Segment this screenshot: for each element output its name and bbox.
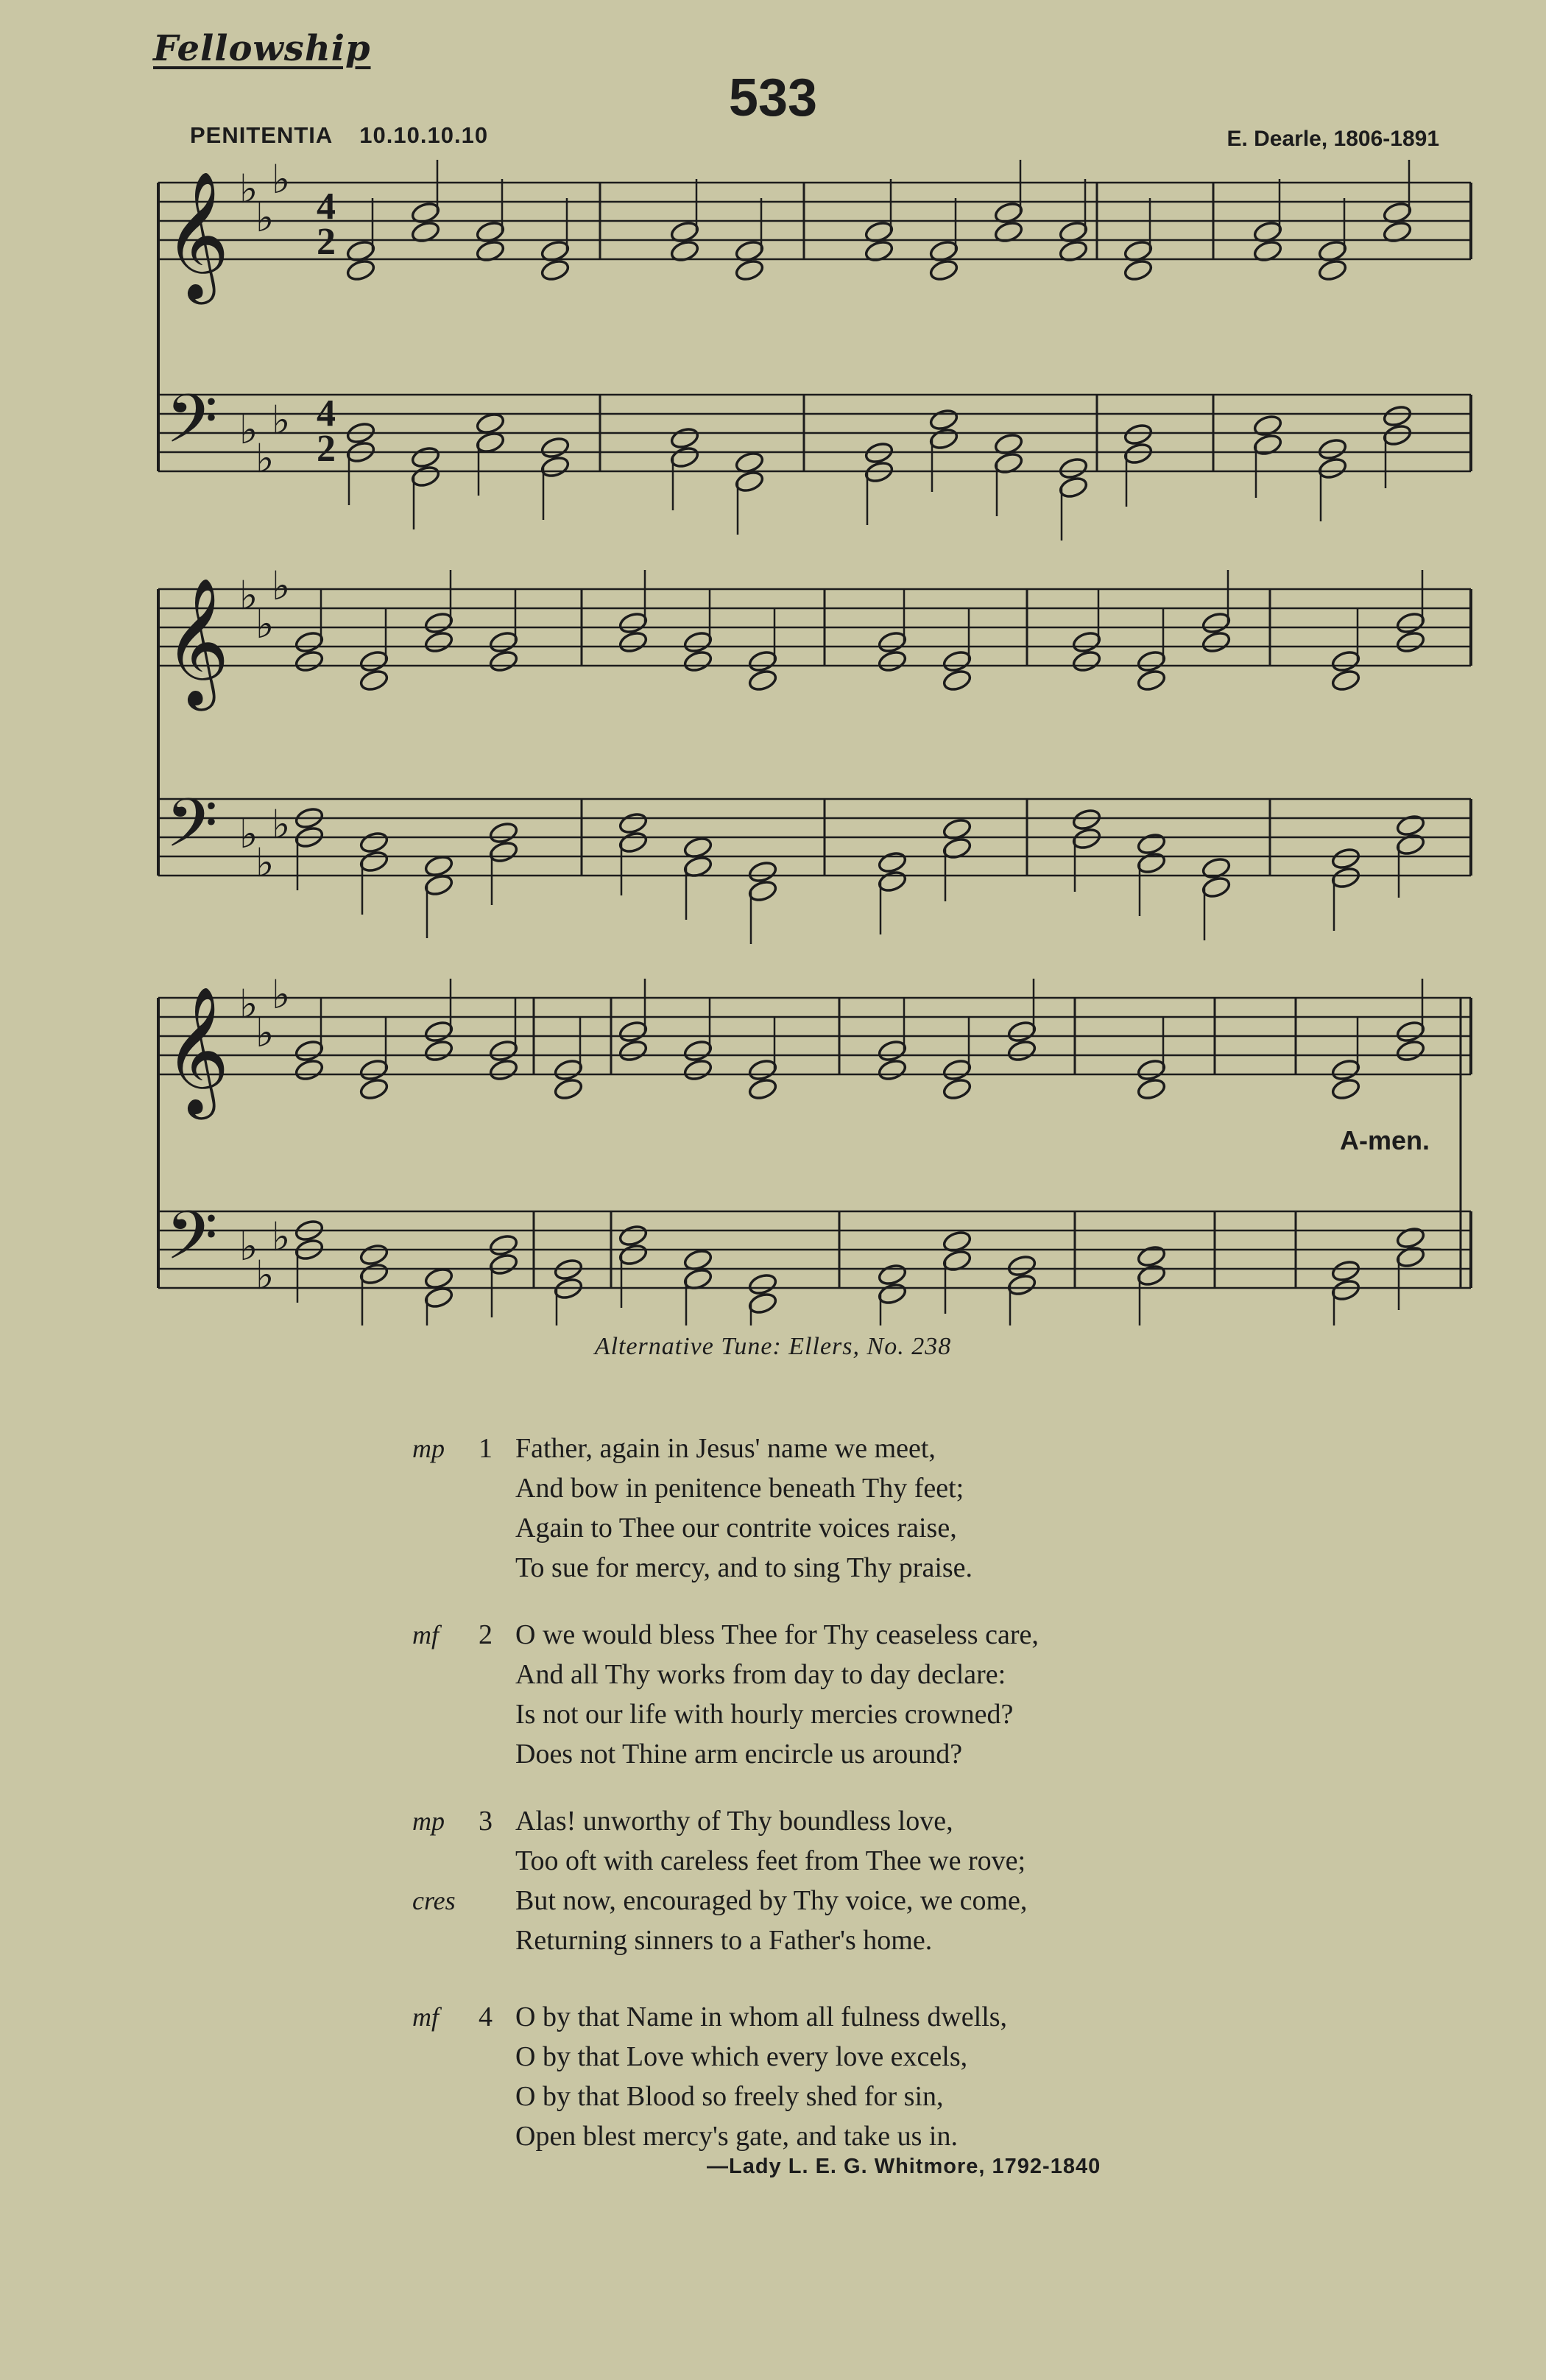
note-head xyxy=(1136,1058,1166,1082)
verse-line xyxy=(412,1801,1443,1841)
flat-icon: ♭ xyxy=(255,194,275,241)
note-head xyxy=(423,873,453,898)
note-head xyxy=(540,455,570,479)
note-head xyxy=(1071,630,1101,655)
note-head xyxy=(1123,423,1153,447)
note-head xyxy=(1123,442,1153,466)
note-head xyxy=(553,1058,583,1082)
verse-3 xyxy=(412,1801,1443,1960)
flat-icon: ♭ xyxy=(255,601,275,647)
verse-text: O by that Blood so freely shed for sin, xyxy=(515,2081,944,2112)
note-head xyxy=(359,1077,389,1102)
note-head xyxy=(1058,476,1088,500)
verse-text: O we would bless Thee for Thy ceaseless care, xyxy=(515,1619,1039,1650)
time-signature-bottom-bass: 2 xyxy=(317,428,336,470)
note-head xyxy=(423,611,453,636)
note-head xyxy=(1330,866,1360,890)
note-head xyxy=(682,1039,713,1063)
treble-clef-icon: 𝄞 xyxy=(164,171,230,299)
note-head xyxy=(488,1253,518,1277)
note-head xyxy=(1071,827,1101,851)
note-head xyxy=(1330,847,1360,871)
note-head xyxy=(877,649,907,674)
treble-clef-icon: 𝄞 xyxy=(164,986,230,1114)
time-signature-top-bass: 4 xyxy=(317,392,336,434)
hymn-number: 533 xyxy=(728,68,818,127)
note-head xyxy=(747,649,777,674)
note-head xyxy=(410,465,440,489)
dynamic-marking: mf xyxy=(412,1620,439,1650)
note-head xyxy=(1201,630,1231,655)
note-head xyxy=(669,426,699,451)
note-head xyxy=(682,649,713,674)
dynamic-marking: mp xyxy=(412,1434,445,1463)
note-head xyxy=(669,446,699,470)
note-head xyxy=(618,1224,648,1248)
note-head xyxy=(488,840,518,865)
note-head xyxy=(1006,1020,1037,1044)
amen-text: A-men. xyxy=(1340,1125,1430,1155)
hymn-author: —Lady L. E. G. Whitmore, 1792-1840 xyxy=(707,2155,1101,2178)
verse-text: Father, again in Jesus' name we meet, xyxy=(515,1433,936,1464)
flat-icon: ♭ xyxy=(239,166,258,212)
note-head xyxy=(1058,457,1088,481)
note-head xyxy=(475,412,505,436)
section-title: Fellowship xyxy=(153,28,371,69)
note-head xyxy=(682,630,713,655)
verse-number: 1 xyxy=(479,1433,493,1464)
verse-text: Returning sinners to a Father's home. xyxy=(515,1925,933,1956)
bass-clef-icon: 𝄢 xyxy=(166,784,218,879)
verse-number: 4 xyxy=(479,2001,493,2032)
note-head xyxy=(618,611,648,636)
note-head xyxy=(294,630,324,655)
verse-text: Alas! unworthy of Thy boundless love, xyxy=(515,1806,953,1837)
note-head xyxy=(1136,832,1166,856)
note-head xyxy=(1006,1273,1037,1298)
note-head xyxy=(747,669,777,693)
verse-line xyxy=(412,1734,1443,1774)
verse-line xyxy=(412,1920,1443,1960)
note-head xyxy=(747,1292,777,1316)
note-head xyxy=(618,831,648,855)
note-head xyxy=(928,408,959,432)
note-head xyxy=(1382,404,1412,429)
note-head xyxy=(359,831,389,855)
note-head xyxy=(747,860,777,884)
dynamic-marking: mp xyxy=(412,1806,445,1836)
note-head xyxy=(488,821,518,845)
verse-text: Open blest mercy's gate, and take us in. xyxy=(515,2121,958,2152)
verse-line xyxy=(412,2116,1443,2156)
verse-line xyxy=(412,2037,1443,2077)
note-head xyxy=(1136,851,1166,876)
note-head xyxy=(1330,1278,1360,1303)
bass-clef-icon: 𝄢 xyxy=(166,1197,218,1291)
note-head xyxy=(1395,630,1425,655)
note-head xyxy=(359,649,389,674)
note-head xyxy=(618,1243,648,1267)
note-head xyxy=(747,1058,777,1082)
verse-text: O by that Name in whom all fulness dwells, xyxy=(515,2001,1008,2032)
note-head xyxy=(1071,808,1101,832)
note-head xyxy=(1136,1264,1166,1288)
note-head xyxy=(1330,1077,1360,1102)
note-head xyxy=(1382,423,1412,448)
flat-icon: ♭ xyxy=(255,1010,275,1056)
note-head xyxy=(359,1058,389,1082)
note-head xyxy=(423,854,453,879)
verse-number: 2 xyxy=(479,1619,493,1650)
note-head xyxy=(618,811,648,836)
note-head xyxy=(1252,414,1282,438)
note-head xyxy=(1123,258,1153,283)
note-head xyxy=(1395,1226,1425,1250)
flat-icon: ♭ xyxy=(272,1214,291,1260)
note-head xyxy=(423,1020,453,1044)
note-head xyxy=(1330,1058,1360,1082)
verse-line xyxy=(412,1429,1443,1468)
note-head xyxy=(294,649,324,674)
verse-text: O by that Love which every love excels, xyxy=(515,2041,968,2072)
bass-clef-icon: 𝄢 xyxy=(166,380,218,474)
note-head xyxy=(294,1039,324,1063)
note-head xyxy=(618,1039,648,1063)
note-head xyxy=(877,1039,907,1063)
note-head xyxy=(618,630,648,655)
note-head xyxy=(359,1262,389,1286)
flat-icon: ♭ xyxy=(239,981,258,1027)
note-head xyxy=(618,1020,648,1044)
note-head xyxy=(877,1263,907,1287)
verse-2 xyxy=(412,1615,1443,1774)
note-head xyxy=(488,1039,518,1063)
note-head xyxy=(747,1272,777,1297)
verse-line xyxy=(412,1997,1443,2037)
verse-text: And all Thy works from day to day declare: xyxy=(515,1659,1006,1690)
note-head xyxy=(1317,457,1347,481)
verse-4 xyxy=(412,1997,1443,2156)
tune-meter: 10.10.10.10 xyxy=(359,122,489,148)
note-head xyxy=(488,630,518,655)
note-head xyxy=(682,1058,713,1082)
note-head xyxy=(1395,611,1425,636)
note-head xyxy=(734,258,764,283)
note-head xyxy=(1136,669,1166,693)
note-head xyxy=(928,258,959,283)
flat-icon: ♭ xyxy=(272,801,291,848)
verse-line xyxy=(412,1694,1443,1734)
note-head xyxy=(1136,1077,1166,1102)
note-head xyxy=(475,431,505,455)
note-head xyxy=(747,1077,777,1102)
note-head xyxy=(294,1058,324,1082)
flat-icon: ♭ xyxy=(255,435,275,482)
verse-line xyxy=(412,1548,1443,1588)
dynamic-marking: mf xyxy=(412,2002,439,2032)
verse-text: And bow in penitence beneath Thy feet; xyxy=(515,1473,964,1504)
note-head xyxy=(553,1077,583,1102)
flat-icon: ♭ xyxy=(272,563,291,609)
note-head xyxy=(942,1058,972,1082)
flat-icon: ♭ xyxy=(239,572,258,619)
flat-icon: ♭ xyxy=(239,1223,258,1270)
verse-text: Is not our life with hourly mercies crowned? xyxy=(515,1699,1014,1730)
note-head xyxy=(1395,814,1425,838)
verse-line xyxy=(412,2077,1443,2116)
flat-icon: ♭ xyxy=(272,397,291,443)
note-head xyxy=(359,1243,389,1267)
note-head xyxy=(1252,433,1282,457)
note-head xyxy=(942,649,972,674)
verse-line xyxy=(412,1655,1443,1694)
note-head xyxy=(488,1233,518,1258)
note-head xyxy=(877,1058,907,1082)
note-head xyxy=(1317,437,1347,462)
verse-line xyxy=(412,1881,1443,1920)
alternative-tune: Alternative Tune: Ellers, No. 238 xyxy=(594,1333,952,1360)
note-head xyxy=(1136,649,1166,674)
note-head xyxy=(877,851,907,875)
note-head xyxy=(488,649,518,674)
treble-clef-icon: 𝄞 xyxy=(164,577,230,705)
note-head xyxy=(877,870,907,894)
note-head xyxy=(1330,669,1360,693)
note-head xyxy=(942,1077,972,1102)
verse-line xyxy=(412,1841,1443,1881)
note-head xyxy=(1330,649,1360,674)
verse-number: 3 xyxy=(479,1806,493,1837)
note-head xyxy=(410,446,440,470)
verse-text: But now, encouraged by Thy voice, we come, xyxy=(515,1885,1028,1916)
verse-text: Again to Thee our contrite voices raise, xyxy=(515,1513,957,1543)
note-head xyxy=(1395,1245,1425,1270)
note-head xyxy=(877,1282,907,1306)
note-head xyxy=(928,427,959,451)
note-head xyxy=(423,1267,453,1291)
time-signature-bottom: 2 xyxy=(317,221,336,263)
note-head xyxy=(1006,1039,1037,1063)
note-head xyxy=(1201,876,1231,900)
flat-icon: ♭ xyxy=(272,156,291,203)
verse-1 xyxy=(412,1429,1443,1588)
note-head xyxy=(1201,611,1231,636)
flat-icon: ♭ xyxy=(272,971,291,1018)
verse-text: To sue for mercy, and to sing Thy praise. xyxy=(515,1552,973,1583)
note-head xyxy=(423,1039,453,1063)
flat-icon: ♭ xyxy=(239,811,258,857)
note-head xyxy=(488,1058,518,1082)
flat-icon: ♭ xyxy=(239,406,258,453)
note-head xyxy=(423,630,453,655)
verse-text: Does not Thine arm encircle us around? xyxy=(515,1739,963,1770)
note-head xyxy=(877,630,907,655)
verse-line xyxy=(412,1615,1443,1655)
composer: E. Dearle, 1806-1891 xyxy=(1226,127,1439,151)
note-head xyxy=(423,1286,453,1310)
tune-name: PENITENTIA xyxy=(190,122,333,148)
note-head xyxy=(747,879,777,904)
flat-icon: ♭ xyxy=(255,839,275,886)
time-signature-top: 4 xyxy=(317,186,336,228)
dynamic-marking: cres xyxy=(412,1886,456,1915)
note-head xyxy=(1317,258,1347,283)
note-head xyxy=(1395,1020,1425,1044)
note-head xyxy=(1395,833,1425,857)
note-head xyxy=(540,258,570,283)
note-head xyxy=(1201,856,1231,881)
note-head xyxy=(345,258,375,283)
note-head xyxy=(734,470,764,494)
note-head xyxy=(1071,649,1101,674)
note-head xyxy=(1136,1244,1166,1269)
verse-text: Too oft with careless feet from Thee we rove; xyxy=(515,1845,1026,1876)
note-head xyxy=(1006,1254,1037,1278)
note-head xyxy=(359,669,389,693)
note-head xyxy=(1395,1039,1425,1063)
note-head xyxy=(359,850,389,874)
verse-line xyxy=(412,1508,1443,1548)
note-head xyxy=(942,669,972,693)
flat-icon: ♭ xyxy=(255,1252,275,1298)
verse-line xyxy=(412,1468,1443,1508)
note-head xyxy=(1330,1259,1360,1284)
note-head xyxy=(540,436,570,460)
